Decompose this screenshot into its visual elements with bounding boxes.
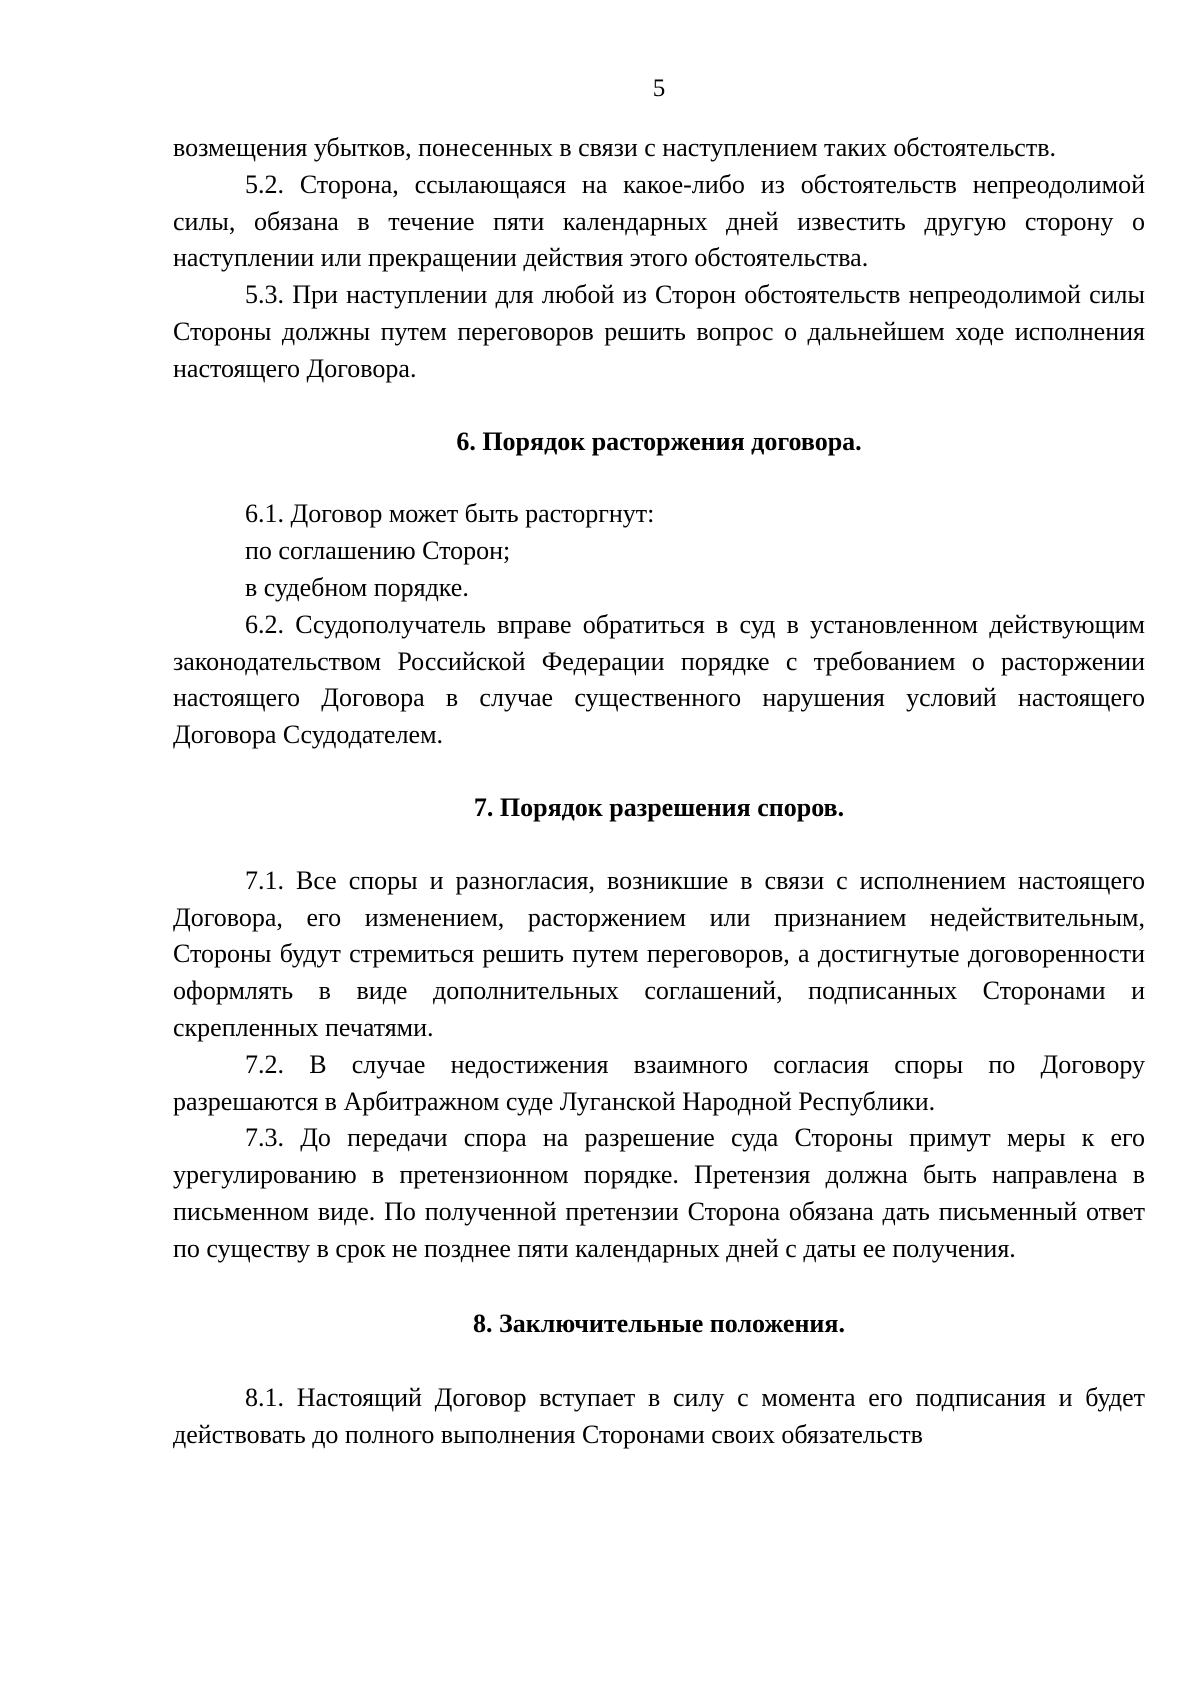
section-5-continuation [173,130,1145,388]
section-7 [173,790,1145,1268]
paragraph-7-2: 7.2. В случае недостижения взаимного согласия споры по Договору разрешаются в Арбитражном суде Луганской Народной Республики. [173,1049,1145,1116]
section-6 [173,424,1145,754]
list-item-judicial: в судебном порядке. [245,572,469,602]
page-number: 5 [652,75,666,102]
section-8 [173,1306,1145,1454]
paragraph-5-1-continuation: возмещения убытков, понесенных в связи с наступлением таких обстоятельств. [173,133,1056,162]
paragraph-6-2: 6.2. Ссудополучатель вправе обратиться в суд в установленном действующим законодательством Российской Федерации порядке с требованием о расторжении настоящего Договора в случае существенного нарушения условий настоящего Договора Ссудодателем. [173,609,1145,750]
paragraph-7-1: 7.1. Все споры и разногласия, возникшие в связи с исполнением настоящего Договора, его изменением, расторжением или признанием недействительным, Стороны будут стремиться решить путем переговоров, а достигнутые договоренности оформлять в виде дополнительных соглашений, подписанных Сторонами и скрепленных печатями. [173,865,1145,1042]
paragraph-7-3: 7.3. До передачи спора на разрешение суда Стороны примут меры к его урегулированию в претензионном порядке. Претензия должна быть направлена в письменном виде. По полученной претензии Сторона обязана дать письменный ответ по существу в срок не позднее пяти календарных дней с даты ее получения. [173,1123,1145,1263]
section-8-heading: 8. Заключительные положения. [473,1308,845,1338]
section-6-heading: 6. Порядок расторжения договора. [456,426,862,456]
paragraph-5-2: 5.2. Сторона, ссылающаяся на какое-либо из обстоятельств непреодолимой силы, обязана в течение пяти календарных дней известить другую сторону о наступлении или прекращении действия этого обстоятельства. [173,169,1145,273]
paragraph-6-1: 6.1. Договор может быть расторгнут: [245,499,655,529]
paragraph-8-1: 8.1. Настоящий Договор вступает в силу с момента его подписания и будет действовать до полного выполнения Сторонами своих обязательств [173,1383,1145,1450]
document-body [173,130,1145,1454]
section-7-heading: 7. Порядок разрешения споров. [473,792,845,822]
paragraph-5-3: 5.3. При наступлении для любой из Сторон обстоятельств непреодолимой силы Стороны должны путем переговоров решить вопрос о дальнейшем ходе исполнения настоящего Договора. [173,280,1145,383]
list-item-by-agreement: по соглашению Сторон; [245,536,511,566]
